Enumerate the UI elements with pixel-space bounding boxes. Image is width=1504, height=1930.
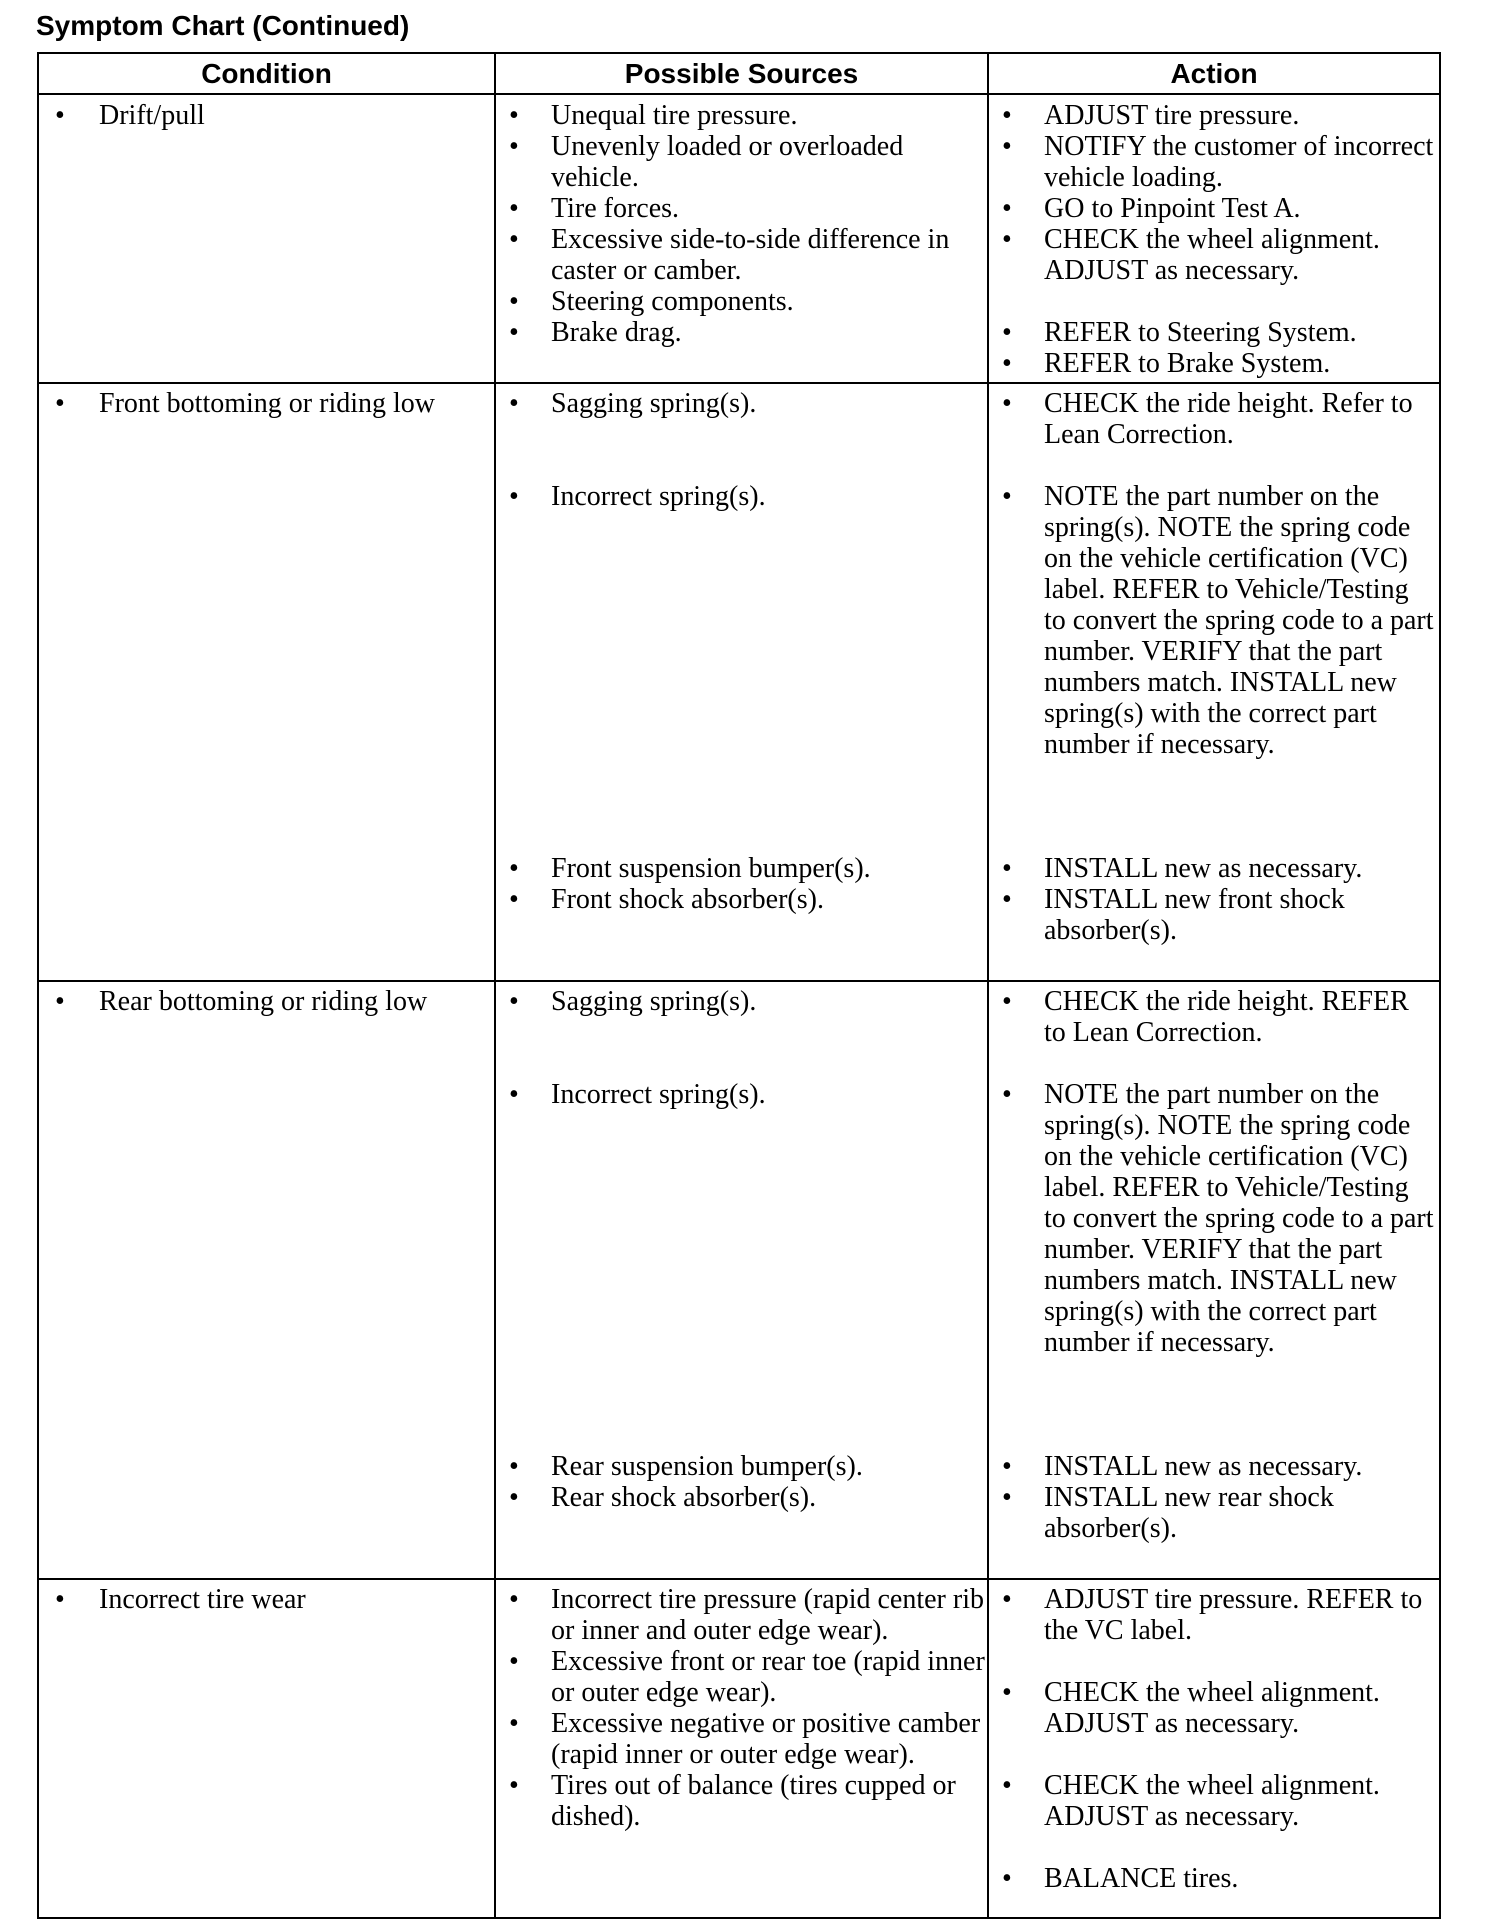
source-item: • Incorrect spring(s). <box>503 481 985 512</box>
column-divider <box>494 52 496 1919</box>
action-item: • CHECK the ride height. Refer to Lean Correction. <box>996 388 1436 450</box>
condition-text: • Front bottoming or riding low <box>41 388 491 419</box>
source-item: • Tires out of balance (tires cupped or dished). <box>503 1770 985 1832</box>
source-item: • Incorrect tire pressure (rapid center rib or inner and outer edge wear). <box>503 1584 985 1646</box>
condition-text: • Drift/pull <box>41 100 491 131</box>
row-divider <box>37 1578 1441 1580</box>
source-item: • Front suspension bumper(s). <box>503 853 985 884</box>
source-item: • Tire forces. <box>503 193 985 224</box>
action-item: • ADJUST tire pressure. REFER to the VC label. <box>996 1584 1436 1677</box>
row-divider <box>37 980 1441 982</box>
column-header-action: Action <box>1170 58 1258 89</box>
action-cell <box>996 986 1436 1544</box>
action-item: • CHECK the wheel alignment. ADJUST as necessary. <box>996 1677 1436 1770</box>
possible-sources-cell <box>503 388 985 915</box>
source-item: • Excessive front or rear toe (rapid inner or outer edge wear). <box>503 1646 985 1708</box>
action-item: • GO to Pinpoint Test A. <box>996 193 1436 224</box>
action-item: • INSTALL new front shock absorber(s). <box>996 884 1436 946</box>
source-item: • Excessive negative or positive camber (rapid inner or outer edge wear). <box>503 1708 985 1770</box>
source-item: • Front shock absorber(s). <box>503 884 985 915</box>
possible-sources-cell <box>503 100 985 348</box>
table-row-drift-pull <box>41 100 491 131</box>
action-item: • NOTE the part number on the spring(s). NOTE the spring code on the vehicle certification (VC) label. REFER to Vehicle/Testing to convert the spring code to a part number. VERIFY that the part numbers match. INSTALL new spring(s) with the correct part number if necessary. <box>996 481 1436 822</box>
column-header-possible-sources: Possible Sources <box>624 58 859 89</box>
source-item: • Sagging spring(s). <box>503 388 985 419</box>
action-item: • CHECK the wheel alignment. ADJUST as necessary. <box>996 224 1436 286</box>
condition-text: • Rear bottoming or riding low <box>41 986 491 1017</box>
table-row-front-bottoming <box>41 388 491 419</box>
action-item: • BALANCE tires. <box>996 1863 1436 1894</box>
source-item: • Unequal tire pressure. <box>503 100 985 131</box>
action-item: • ADJUST tire pressure. <box>996 100 1436 131</box>
column-header-condition: Condition <box>201 58 332 89</box>
source-item: • Rear suspension bumper(s). <box>503 1451 985 1482</box>
table-row-rear-bottoming <box>41 986 491 1017</box>
source-item: • Steering components. <box>503 286 985 317</box>
source-item: • Rear shock absorber(s). <box>503 1482 985 1513</box>
table-row-incorrect-tire-wear <box>41 1584 491 1615</box>
chart-title: Symptom Chart (Continued) <box>36 10 410 41</box>
action-item: • INSTALL new as necessary. <box>996 853 1436 884</box>
action-cell <box>996 100 1436 379</box>
action-item: • INSTALL new as necessary. <box>996 1451 1436 1482</box>
possible-sources-cell <box>503 1584 985 1832</box>
action-cell <box>996 1584 1436 1894</box>
source-item: • Sagging spring(s). <box>503 986 985 1017</box>
source-item: • Brake drag. <box>503 317 985 348</box>
source-item: • Unevenly loaded or overloaded vehicle. <box>503 131 985 193</box>
row-divider <box>37 382 1441 384</box>
action-item: • INSTALL new rear shock absorber(s). <box>996 1482 1436 1544</box>
action-item: • CHECK the wheel alignment. ADJUST as necessary. <box>996 1770 1436 1863</box>
condition-text: • Incorrect tire wear <box>41 1584 491 1615</box>
action-item: • NOTIFY the customer of incorrect vehicle loading. <box>996 131 1436 193</box>
action-item: • NOTE the part number on the spring(s). NOTE the spring code on the vehicle certification (VC) label. REFER to Vehicle/Testing to convert the spring code to a part number. VERIFY that the part numbers match. INSTALL new spring(s) with the correct part number if necessary. <box>996 1079 1436 1420</box>
column-divider <box>987 52 989 1919</box>
action-item: • REFER to Brake System. <box>996 348 1436 379</box>
possible-sources-cell <box>503 986 985 1513</box>
action-cell <box>996 388 1436 946</box>
action-item: • REFER to Steering System. <box>996 317 1436 348</box>
source-item: • Incorrect spring(s). <box>503 1079 985 1110</box>
action-item: • CHECK the ride height. REFER to Lean Correction. <box>996 986 1436 1048</box>
source-item: • Excessive side-to-side difference in caster or camber. <box>503 224 985 286</box>
